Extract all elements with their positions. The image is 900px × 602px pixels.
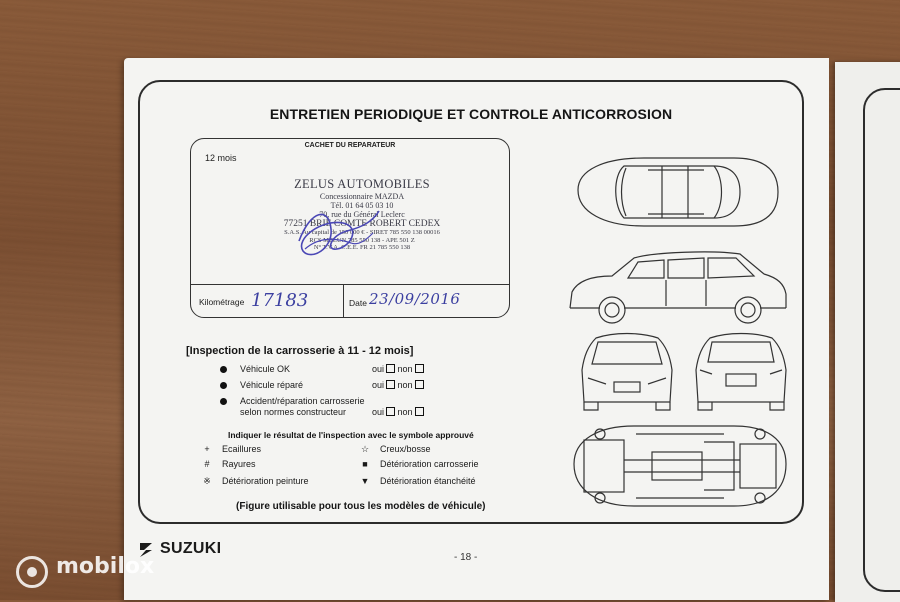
yes-checkbox[interactable] [386,407,395,416]
option-label: Véhicule réparé [240,380,304,390]
star-icon: ☆ [360,444,370,454]
booklet-page [124,58,829,600]
stamp-line: Concessionnaire MAZDA [319,192,405,201]
stamp-line: 70, rue du Général Leclerc [319,210,405,219]
km-date-row [191,284,509,318]
next-page-frame [863,88,900,592]
no-checkbox[interactable] [415,380,424,389]
hash-icon: # [204,459,210,469]
date-value: 23/09/2016 [369,290,461,308]
stamp-line: ZELUS AUTOMOBILES [294,177,430,191]
car-top-view [578,158,778,226]
stamp-line: N° T.V.A. C.E.E. FR 21 785 550 138 [313,244,411,251]
kilometrage-label: Kilométrage [199,297,245,307]
stamp-line: Tél. 01 64 05 03 10 [330,201,394,210]
stamp-line: S.A.S. Au capital de 150 000 € - SIRET 785 550 138 00016 [284,229,440,236]
yes-label: oui [372,364,385,374]
stamp-line: 77251 BRIE COMTE ROBERT CEDEX [283,219,441,229]
vehicle-diagram [564,152,794,522]
plus-icon: + [204,444,210,454]
instruction-text: Indiquer le résultat de l'inspection avec le symbole approuvé [228,430,474,440]
no-label: non [397,364,413,374]
stamp-line: RCS MELUN 785 550 138 - APE 501 Z [309,236,415,244]
reference-mark-icon: ※ [203,476,211,486]
no-checkbox[interactable] [415,407,424,416]
option-label: Véhicule OK [240,364,291,374]
page-number: - 18 - [454,552,478,563]
kilometrage-value: 17183 [251,290,309,311]
stamp-header: CACHET DU REPARATEUR [304,142,396,149]
no-label: non [397,407,413,417]
triangle-down-icon: ▼ [360,476,370,486]
watermark-logo-icon [16,556,48,588]
bullet-icon [220,382,227,389]
car-front-view [582,334,672,411]
figure-note: (Figure utilisable pour tous les modèles de véhicule) [236,501,486,512]
car-rear-view [696,334,786,411]
bullet-icon [220,366,227,373]
date-label: Date [349,298,367,308]
inspection-title: [Inspection de la carrosserie à 11 - 12 mois] [186,345,414,357]
page-frame: ENTRETIEN PERIODIQUE ET CONTROLE ANTICORROSION CACHET DU REPARATEUR 12 mois ZELUS AUTOMOBILES Concessionnaire MAZDA Tél. 01 64 05 03 10 70, rue du Général Leclerc 77251 BRIE COMTE ROBERT CEDEX S.A.S. Au capital de 150 000 € - SIRET 785 550 138 00016 RCS MELUN 785 550 138 - APE 501 Z N° T.V.A. C.E.E. FR 21 785 550 138 Kilométrage 17183 Date 23/09/2016 [Inspection de la carrosserie à 11 - 12 mois] Véhicule OK oui non Véhicule réparé oui non Accident/réparation carrosserie selon normes constructeur oui non Indiquer le résultat de l'inspection avec le symbole approuvé + Ecaillures ☆ Creux/bosse # Rayures ■ Détérioration carrosserie ※ Détérioration peinture ▼ Détérioration étanchéité (Figure utilisable pour tous les modèles de véhicule) [138,80,804,524]
brand-name: SUZUKI [160,540,222,557]
yes-label: oui [372,407,385,417]
no-checkbox[interactable] [415,364,424,373]
signature-scribble [281,199,391,269]
row-divider [343,285,344,318]
yes-checkbox[interactable] [386,364,395,373]
yes-checkbox[interactable] [386,380,395,389]
page-title: ENTRETIEN PERIODIQUE ET CONTROLE ANTICORROSION [269,106,673,122]
car-underbody-view [574,426,786,506]
next-page-edge [835,62,900,602]
option-label-line1: Accident/réparation carrosserie [240,396,365,406]
option-label-line2: selon normes constructeur [240,407,347,417]
no-label: non [397,380,413,390]
watermark-text: mobilox [56,554,155,579]
bullet-icon [220,398,227,405]
interval-label: 12 mois [205,153,237,163]
yes-label: oui [372,380,385,390]
stamp-box [190,138,510,318]
car-side-view [570,252,786,323]
square-icon: ■ [362,459,368,469]
